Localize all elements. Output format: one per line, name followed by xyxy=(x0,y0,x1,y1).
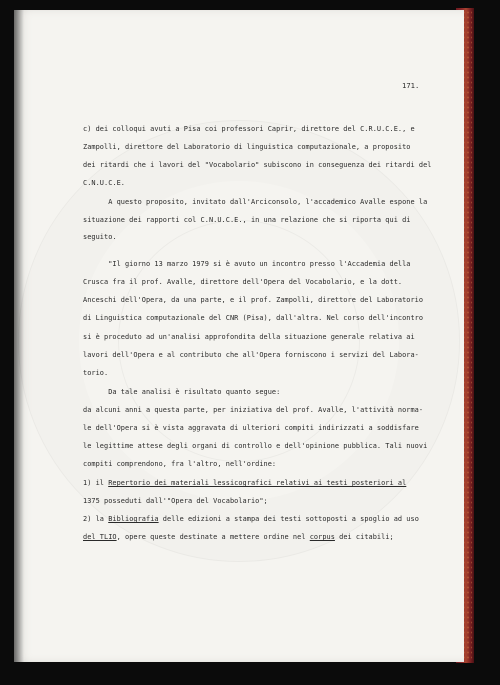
text-line: Anceschi dell'Opera, da una parte, e il prof. Zampolli, direttore del Laboratorio xyxy=(83,296,424,304)
underlined-title: Repertorio dei materiali lessicografici relativi ai testi posteriori al xyxy=(108,479,407,487)
list-item-prefix: 2) la xyxy=(83,515,109,523)
page-number: 171. xyxy=(402,81,420,90)
list-item xyxy=(83,479,406,487)
text-line: si è proceduto ad un'analisi approfondita della situazione generale relativa ai xyxy=(83,333,415,341)
text-span: , opere queste destinate a mettere ordine nel xyxy=(116,533,310,541)
text-line: da alcuni anni a questa parte, per iniziativa del prof. Avalle, l'attività norma- xyxy=(83,406,424,414)
text-line: Crusca fra il prof. Avalle, direttore dell'Opera del Vocabolario, e la dott. xyxy=(83,278,403,286)
underlined-term: del TLIO xyxy=(83,533,117,541)
text-span: dei citabili; xyxy=(334,533,394,541)
text-line: A questo proposito, invitato dall'Arciconsolo, l'accademico Avalle espone la xyxy=(83,198,428,206)
list-item xyxy=(83,515,419,523)
list-item-prefix: 1) il xyxy=(83,479,109,487)
text-line: dei ritardi che i lavori del "Vocabolario" subiscono in conseguenza dei ritardi del xyxy=(83,161,432,169)
text-span: delle edizioni a stampa dei testi sottoposti a spoglio ad uso xyxy=(158,515,419,523)
text-line: compiti comprendono, fra l'altro, nell'ordine: xyxy=(83,460,277,468)
text-line: torio. xyxy=(83,369,109,377)
text-line: le dell'Opera si è vista aggravata di ulteriori compiti indirizzati a soddisfare xyxy=(83,424,419,432)
list-item-continuation xyxy=(83,533,394,541)
text-line: seguito. xyxy=(83,233,117,241)
underlined-term: corpus xyxy=(309,533,335,541)
text-line: situazione dei rapporti col C.N.U.C.E., in una relazione che si riporta qui di xyxy=(83,216,411,224)
text-line: c) dei colloqui avuti a Pisa coi professori Caprir, direttore del C.R.U.C.E., e xyxy=(83,125,415,133)
text-line: di Linguistica computazionale del CNR (Pisa), dall'altra. Nel corso dell'incontro xyxy=(83,314,424,322)
text-line: Da tale analisi è risultato quanto segue: xyxy=(83,388,281,396)
underlined-title: Bibliografia xyxy=(108,515,159,523)
text-line: Zampolli, direttore del Laboratorio di linguistica computazionale, a proposito xyxy=(83,143,411,151)
text-line: lavori dell'Opera e al contributo che all'Opera forniscono i servizi del Labora- xyxy=(83,351,419,359)
text-line: le legittime attese degli organi di controllo e dell'opinione pubblica. Tali nuovi xyxy=(83,442,428,450)
text-line: C.N.U.C.E. xyxy=(83,179,125,187)
text-line: "Il giorno 13 marzo 1979 si è avuto un incontro presso l'Accademia della xyxy=(83,260,411,268)
text-line: 1375 posseduti dall'"Opera del Vocabolario"; xyxy=(83,497,268,505)
